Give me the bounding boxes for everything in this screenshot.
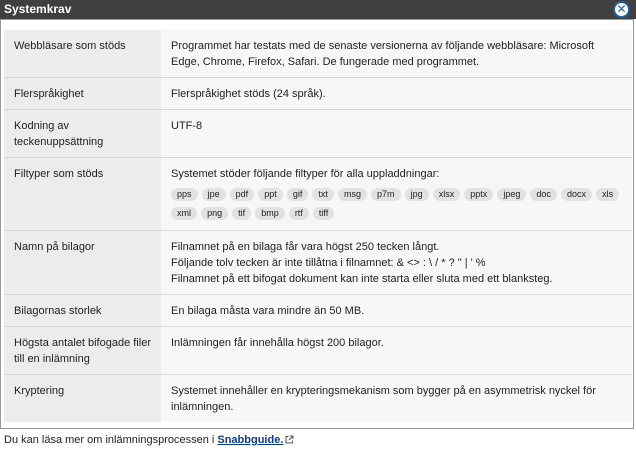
row-value [161,78,632,110]
filetype-tag: tif [232,207,251,220]
filetype-tag: docx [561,188,592,201]
filetype-tag-list [171,185,622,223]
row-label: Filtyper som stöds [4,158,161,231]
filetype-tag: jpeg [497,188,526,201]
requirements-panel [0,19,634,429]
row-label: Kodning av teckenuppsättning [4,110,161,158]
dialog-titlebar [0,0,636,19]
value-text: Programmet har testats med de senaste versionerna av följande webbläsare: Microsoft Edge, Chrome, Firefox, Safari. De fungerade med programmet. [171,40,595,68]
row-value [161,295,632,327]
row-label: Flerspråkighet [4,78,161,110]
row-value [161,30,632,78]
filetype-tag: ppt [258,188,283,201]
row-label: Webbläsare som stöds [4,30,161,78]
filetype-tag: rtf [289,207,309,220]
row-label: Bilagornas storlek [4,295,161,327]
value-text: En bilaga måsta vara mindre än 50 MB. [171,305,365,317]
filetype-tag: pptx [464,188,493,201]
close-button[interactable] [613,1,630,18]
table-row [4,375,632,423]
filetype-tag: pdf [230,188,255,201]
row-value [161,231,632,295]
row-label: Högsta antalet bifogade filer till en inlämning [4,327,161,375]
row-value [161,375,632,423]
table-row [4,78,632,110]
filetype-tag: msg [338,188,367,201]
filetype-tag: xlsx [433,188,461,201]
filetype-tag: gif [287,188,309,201]
table-row [4,327,632,375]
filetype-tag: bmp [255,207,285,220]
value-text: Filnamnet på ett bifogat dokument kan inte starta eller sluta med ett blanksteg. [171,273,553,285]
dialog-title: Systemkrav [4,2,72,16]
filetype-tag: xls [596,188,619,201]
table-row [4,295,632,327]
value-text: Inlämningen får innehålla högst 200 bilagor. [171,337,384,349]
row-label: Namn på bilagor [4,231,161,295]
filetype-tag: jpe [202,188,226,201]
value-text: Filnamnet på en bilaga får vara högst 250 tecken långt. [171,241,440,253]
row-value [161,327,632,375]
table-row [4,158,632,231]
row-value [161,110,632,158]
filetype-tag: txt [312,188,334,201]
value-text: Flerspråkighet stöds (24 språk). [171,88,326,100]
row-label: Kryptering [4,375,161,423]
table-row [4,110,632,158]
filetype-tag: xml [171,207,197,220]
filetype-tag: doc [530,188,557,201]
filetype-tag: p7m [371,188,401,201]
external-link-icon [285,435,294,447]
filetype-tag: pps [171,188,198,201]
table-row [4,30,632,78]
requirements-table [4,30,632,422]
table-row [4,231,632,295]
value-text: Systemet innehåller en krypteringsmekanism som bygger på en asymmetrisk nyckel för inlämningen. [171,385,596,413]
filetype-tag: png [201,207,228,220]
quick-guide-link[interactable]: Snabbguide. [217,434,284,446]
footer-note [4,434,294,447]
value-text: UTF-8 [171,120,203,132]
filetype-tag: tiff [313,207,334,220]
filetype-tag: jpg [405,188,429,201]
close-icon: ✕ [616,2,627,16]
row-value [161,158,632,231]
value-text: Följande tolv tecken är inte tillåtna i filnamnet: & <> : \ / * ? " | ' % [171,257,486,269]
value-text: Systemet stöder följande filtyper för alla uppladdningar: [171,168,440,180]
footer-text: Du kan läsa mer om inlämningsprocessen i [4,434,218,446]
